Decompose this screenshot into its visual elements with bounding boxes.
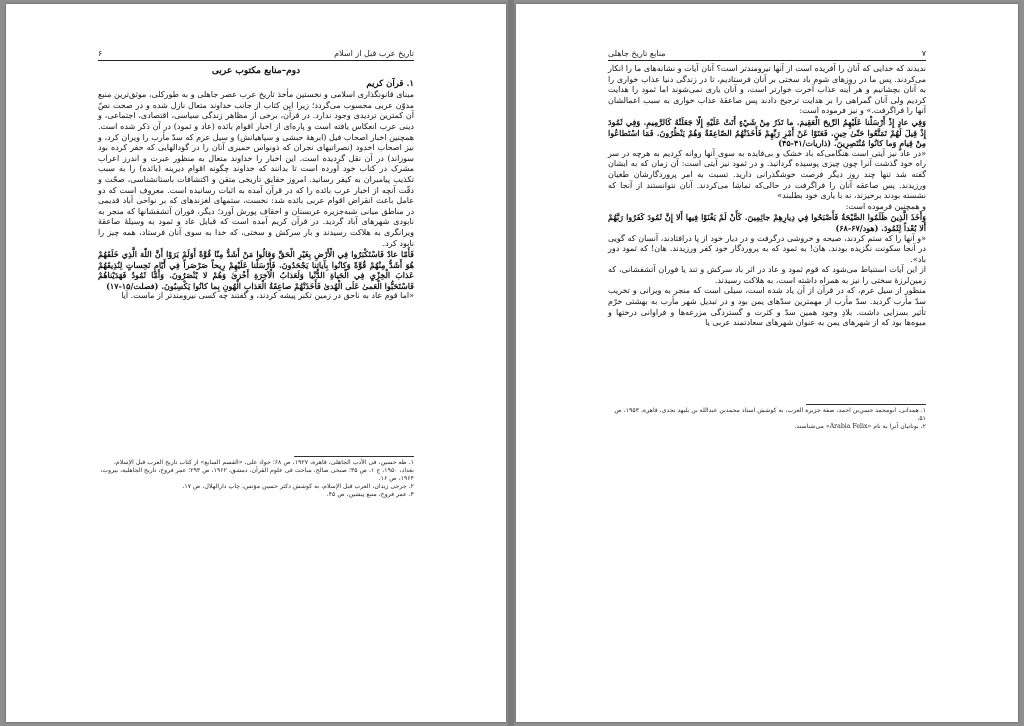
right-page-body xyxy=(608,64,926,329)
section-title: دوم–منابع مکتوب عربی xyxy=(211,66,301,76)
paragraph: «در عاد نیز آیتی است هنگامی‌که باد خشک و بی‌فایده به سوی آنها روانه کردیم به هرچه در سر راه خود گذشت آنرا چون چیزی پوسیده گردانید. و در ثمود نیز آیتی است: آن زمان که به ایشان گفته شد تنها چند روز دیگر فرصت خوشگذرانی دارید. تسبت به امر پروردگارشان طغیان ورزیدند. پس صاعقه آنان را فراگرفت در حالی‌که تماشا می‌کردند. آنان نتوانستند از آنجا که نشسته بودند برخیزند، نه با یاری خود بطلبند» xyxy=(608,148,926,201)
footnote-rule xyxy=(294,456,414,457)
left-header-title: تاریخ عرب قبل از اسلام xyxy=(334,49,414,58)
left-header-rule xyxy=(98,60,414,61)
footnote: ۱. همدانی، ابومحمد حسن‌بن احمد، صفة جزیرة العرب، به کوشش استاد محمدبن عبدالله بن بلیهد نجدی، قاهرة، ۱۹۵۳، ص ۵۱. xyxy=(614,407,926,422)
right-running-head xyxy=(608,44,926,58)
subheading: ۱. قرآن کریم xyxy=(366,78,414,89)
page-gutter xyxy=(508,0,514,726)
left-running-head xyxy=(98,44,414,58)
paragraph: از این آیات استنباط می‌شود که قوم ثمود و عاد در اثر باد سرکش و تند یا فوران آتشفشانی، که زمین‌لرزۀ سختی را نیز به همراه داشته است، به هلاکت رسیدند. xyxy=(608,265,926,285)
paragraph: مبنای قانونگذاری اسلامی و نخستین مأخذ تاریخ عرب عصر جاهلی و به طورکلی، موثق‌ترین منبع مدوّن عربی محسوب می‌گردد؛ زیرا این کتاب از جانب خداوند متعال نازل شده و در صحت نصّ آن کمترین تردیدی وجود ندارد. در قرآن، برخی از مظاهر زندگی سیاسی، اقتصادی، اجتماعی، و دینی عرب انعکاس یافته است و پاره‌ای از اخبار اقوام بائده (عاد و ثمود) در آن ذکر شده است. همچنین اخبار اصحاب فیل (ابرهۀ حبشی و سپاهیانش) و سیل عرم که سدّ مأرب را ویران کرد، و نیز اصحاب اخدود (نصرانیهای نجران که ذونواس حمیری آنان را در گودالهایی که حفر کرده بود سوزاند) در آن نقل گردیده است. این اخبار را خداوند متعال به منظور عبرت و اندرز اعراب مشرک در کتاب خود آورده است تا بدانند که خداوند چگونه اقوام دیرینه (بائده) را به سبب تکذیب پیامبران به کیفر رسانید. امروز حقایق تاریخی متقن و اکتشافات باستانشناسی، صحّت و دقّت آنچه از اخبار عرب بائده را که در قرآن آمده به اثبات رسانیده است. معروف است که دو عامل باعث انقراض اقوام عربی بائده شد: نخست، ستمهای لغزندهای که بر نواحی آباد قدیمی در مناطق میانی شبه‌جزیره عربستان و احقاف پورش آورد؛ دیگر، فوران آتشفشانها که منجر به نابودی شهرهای آباد گردید. در قرآن کریم آمده است که قبایل عاد و ثمود به وسیلۀ صاعقۀ ویرانگری به هلاکت رسیدند و بار سرکش و سختی، که خدا به سوی آنان فرستاد، همه چیز را نابود کرد. xyxy=(98,90,414,248)
right-footnotes xyxy=(608,404,926,431)
left-page-number: ۶ xyxy=(98,49,103,58)
paragraph: منظور از سیل عرم، که در قرآن از آن یاد شده است، سیلی است که منجر به ویرانی و تخریب سدّ مأرب گردید. سدّ مأرب از مهمترین سدّهای یمن بود و در تبدیل شهر مأرب به بهشتی خرّم تأثیر بسزایی داشت. بلادِ وجود همین سدّ و کثرت و گستردگی مزرعه‌ها و فراوانی درختها و میوه‌ها بود که از شهرهای یمن به عنوان شهرهای سعادتمند عربی یا xyxy=(608,286,926,328)
footnote-rule xyxy=(806,404,926,405)
quran-verse: فَأَمّا عادٌ فَاسْتَكْبَرُوا فِي الْأَرْضِ بِغَيْرِ الْحَقِّ وَقالُوا مَنْ أَشَدُّ مِنّا قُوَّةً أَوَلَمْ يَرَوْا أَنَّ اللّٰهَ الَّذِي خَلَقَهُمْ هُوَ أَشَدُّ مِنْهُمْ قُوَّةً وَكانُوا بِآياتِنا يَجْحَدُونَ. فَأَرْسَلْنا عَلَيْهِمْ رِيحاً صَرْصَراً فِي أَيّامٍ نَحِساتٍ لِنُذِيقَهُمْ عَذابَ الْخِزْيِ فِي الْحَياةِ الدُّنْيا وَلَعَذابُ الْآخِرَةِ أَخْزىٰ وَهُمْ لا يُنْصَرُونَ. وَأَمّا ثَمُودُ فَهَدَيْناهُمْ فَاسْتَحَبُّوا الْعَمىٰ عَلَى الْهُدىٰ فَأَخَذَتْهُمْ صاعِقَةُ الْعَذابِ الْهُونِ بِما كانُوا يَكْسِبُونَ. (فصلت/۱۵-۱۷) xyxy=(98,249,414,291)
right-page-number: ۷ xyxy=(921,49,926,58)
right-page xyxy=(516,4,1018,722)
footnote: ۲. یونانیان آنرا به نام «Arabia Felix» می‌شناسند. xyxy=(794,423,926,430)
right-header-title: منابع تاریخ جاهلی xyxy=(608,49,666,58)
footnote: ۱. طه حسین، فی الأدب الجاهلی، قاهرة، ۱۹۲۷، ص ۶۸؛ جواد علی، «القسم السابع» از کتاب تاریخ العرب قبل الإسلام، بغداد، ۱۹۵۰، ج ۱، ص ۳۵؛ صبحی صالح، مباحث فی علوم القرآن، دمشق، ۱۹۶۲، ص ۲۹۳؛ عمر فروخ، تاریخ الجاهلیة، بیروت، ۱۹۶۴، ص ۱۶. xyxy=(100,459,414,482)
left-page xyxy=(6,4,506,722)
quran-verse: وَفِي عادٍ إِذْ أَرْسَلْنا عَلَيْهِمُ الرِّيحَ الْعَقِيمَ. ما تَذَرُ مِنْ شَيْءٍ أَتَتْ عَلَيْهِ إِلّا جَعَلَتْهُ كَالرَّمِيمِ. وَفِي ثَمُودَ إِذْ قِيلَ لَهُمْ تَمَتَّعُوا حَتّىٰ حِينٍ. فَعَتَوْا عَنْ أَمْرِ رَبِّهِمْ فَأَخَذَتْهُمُ الصّاعِقَةُ وَهُمْ يَنْظُرُونَ. فَمَا اسْتَطاعُوا مِنْ قِيامٍ وَما كانُوا مُنْتَصِرِينَ. (ذاریات/۴۱-۴۵) xyxy=(608,116,926,149)
footnote: ۳. عمر فروخ، منبع پیشین، ص ۴۵. xyxy=(326,491,414,498)
paragraph: «اما قوم عاد به ناحق در زمین تکبر پیشه کردند، و گفتند چه کسی نیرومندتر از ماست. آیا xyxy=(121,291,414,301)
right-header-rule xyxy=(608,60,926,61)
left-page-body xyxy=(98,64,414,302)
paragraph: «و آنها را که ستم کردند، صیحه و خروشی درگرفت و در دیار خود از پا درافتادند، آنسان که گویی در آنجا سکونت نگزیده بودند. هان! به ثمود که به پروردگار خود کفر ورزیدند. هان! که ثمود دور باد». xyxy=(608,233,926,264)
quran-verse: وَأَخَذَ الَّذِينَ ظَلَمُوا الصَّيْحَةُ فَأَصْبَحُوا فِي دِيارِهِمْ جاثِمِينَ. كَأَنْ لَمْ يَغْنَوْا فِيها أَلا إِنَّ ثَمُودَ كَفَرُوا رَبَّهُمْ أَلا بُعْداً لِثَمُودَ. (هود/۶۷-۶۸) xyxy=(608,212,926,233)
paragraph: ندیدند که خدایی که آنان را آفریده است از آنها نیرومندتر است؟ آنان آیات و نشانه‌های ما را انکار می‌کردند. پس ما در روزهای شوم باد سختی بر آنان فرستادیم، تا در زندگی دنیا عذاب خواری را به آنان بچشانیم و هر آینه عذاب آخرت خوارتر است، و آنان یاری نمی‌شوند اما ثمود را هدایت کردیم ولی آنان گمراهی را بر هدایت ترجیح دادند پس صاعقۀ عذاب خواری به سبب اعمالشان آنها را فراگرفت.» و نیز فرموده است: xyxy=(608,64,926,116)
left-footnotes xyxy=(98,456,414,499)
footnote: ۲. جرجی زیدان، العرب قبل الإسلام، به کوشش دکتر حسین مؤنس، چاپ دارالهلال، ص ۱۷. xyxy=(182,483,414,490)
paragraph: و همچنین فرموده است: xyxy=(845,201,926,211)
